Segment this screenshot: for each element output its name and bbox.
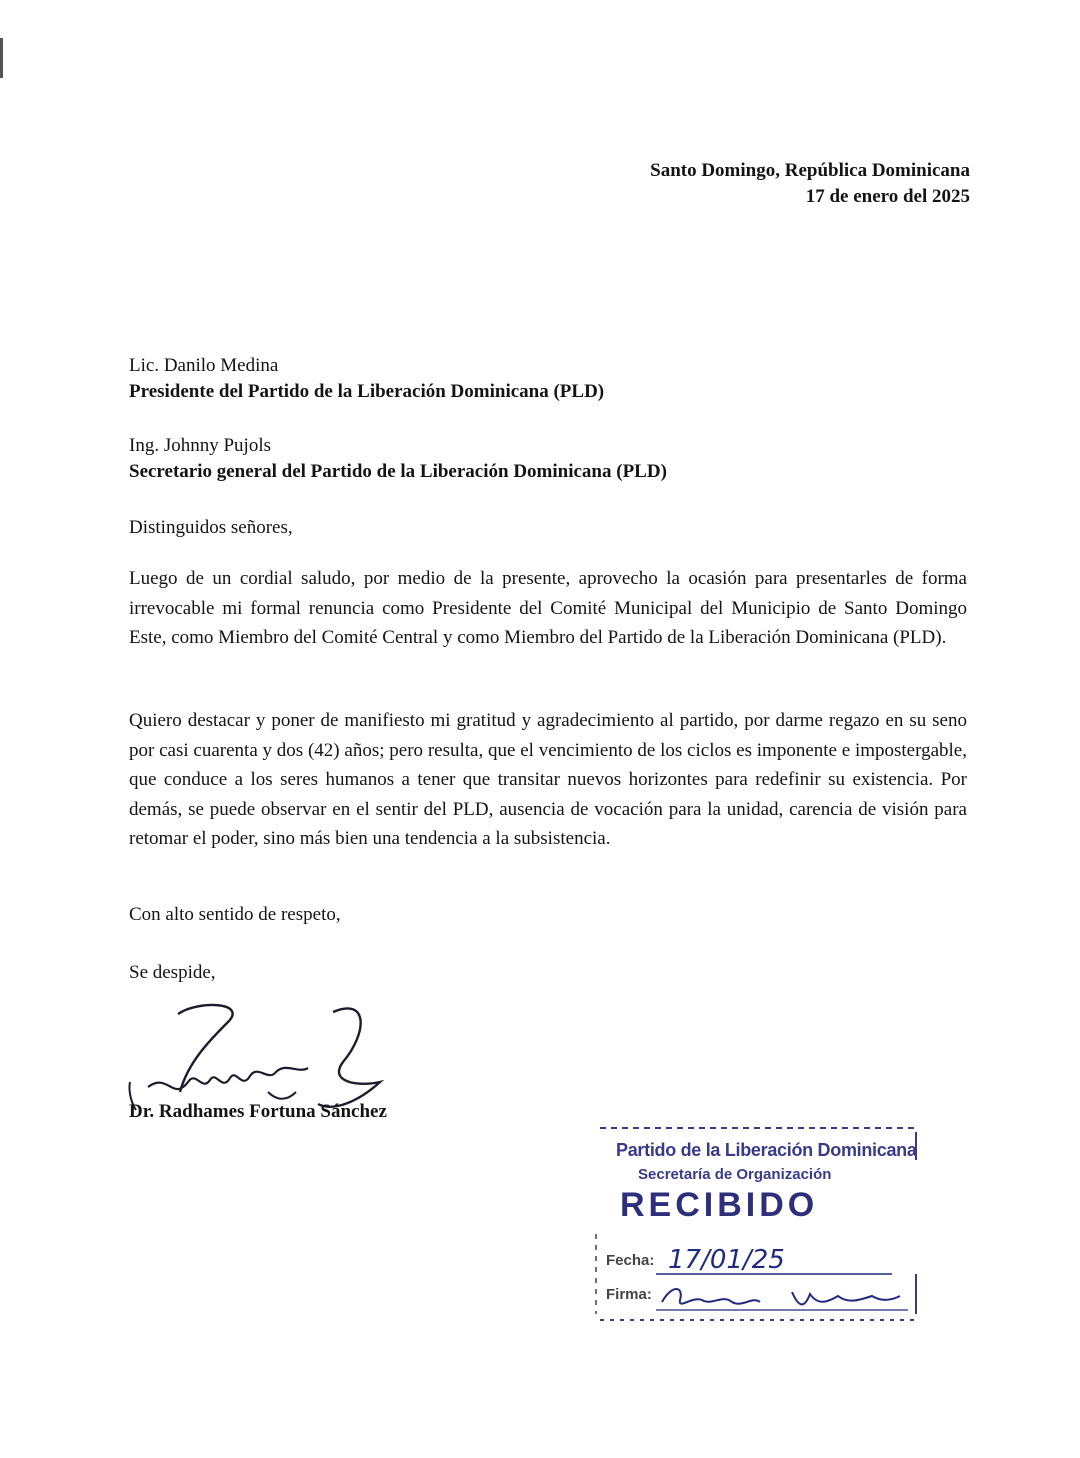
addressee-title: Presidente del Partido de la Liberación Dominicana (PLD) — [129, 381, 605, 402]
stamp-department: Secretaría de Organización — [638, 1166, 832, 1183]
closing-line: Con alto sentido de respeto, — [129, 904, 341, 925]
addressee-2 — [129, 433, 667, 485]
farewell-line: Se despide, — [129, 962, 216, 983]
received-stamp — [592, 1124, 922, 1324]
stamp-handwriting — [592, 1124, 922, 1324]
letter-date: 17 de enero del 2025 — [805, 186, 970, 207]
stamp-date-value: 17/01/25 — [668, 1245, 785, 1275]
addressee-title: Secretario general del Partido de la Liberación Dominicana (PLD) — [129, 461, 667, 482]
addressee-name: Ing. Johnny Pujols — [129, 435, 271, 456]
addressee-name: Lic. Danilo Medina — [129, 355, 279, 376]
addressee-1 — [129, 353, 604, 405]
signer-name: Dr. Radhames Fortuna Sánchez — [129, 1101, 387, 1122]
body-paragraph-2: Quiero destacar y poner de manifiesto mi gratitud y agradecimiento al partido, por darme regazo en su seno por casi cuarenta y dos (42) años; pero resulta, que el vencimiento de los ciclos es imponente e impostergable, que conduce a los seres humanos a tener que transitar nuevos horizontes para redefinir su existencia. Por demás, se puede observar en el sentir del PLD, ausencia de vocación para la unidad, carencia de visión para retomar el poder, sino más bien una tendencia a la subsistencia. — [129, 710, 967, 849]
stamp-organization: Partido de la Liberación Dominicana — [616, 1140, 917, 1160]
stamp-date-label: Fecha: — [606, 1252, 655, 1269]
scan-edge-mark — [0, 38, 3, 78]
place-date-block — [650, 158, 970, 210]
greeting: Distinguidos señores, — [129, 517, 293, 538]
body-paragraph-1: Luego de un cordial saludo, por medio de la presente, aprovecho la ocasión para presentarles de forma irrevocable mi formal renuncia como Presidente del Comité Municipal del Municipio de Santo Domingo Este, como Miembro del Comité Central y como Miembro del Partido de la Liberación Dominicana (PLD). — [129, 568, 967, 648]
letter-place: Santo Domingo, República Dominicana — [650, 160, 970, 181]
stamp-signature-label: Firma: — [606, 1286, 652, 1303]
stamp-status: RECIBIDO — [620, 1186, 819, 1224]
